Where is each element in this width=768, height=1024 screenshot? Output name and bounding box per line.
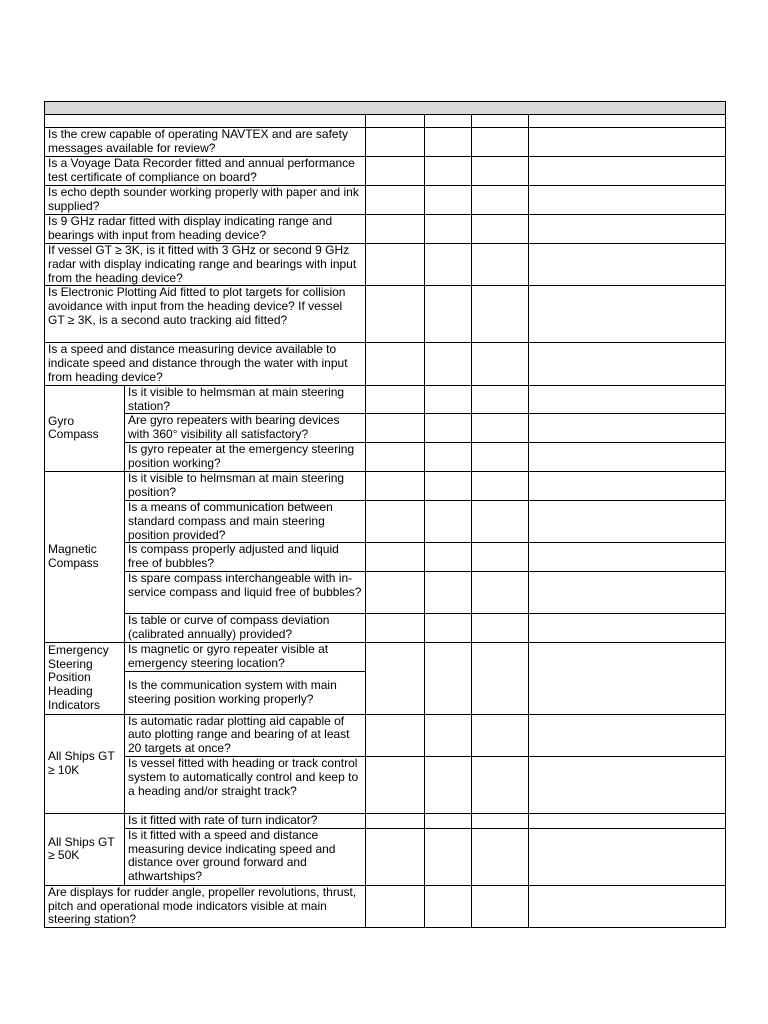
- answer-cell[interactable]: [425, 500, 472, 542]
- table-row: [45, 157, 726, 186]
- answer-cell[interactable]: [366, 543, 425, 572]
- answer-cell[interactable]: [366, 343, 425, 385]
- remarks-cell[interactable]: [529, 471, 726, 500]
- answer-cell[interactable]: [366, 500, 425, 542]
- header-cell-question: [45, 115, 366, 128]
- answer-cell[interactable]: [472, 215, 529, 244]
- answer-cell[interactable]: [425, 443, 472, 472]
- answer-cell[interactable]: [425, 885, 472, 927]
- remarks-cell[interactable]: [529, 244, 726, 286]
- table-row: [45, 128, 726, 157]
- answer-cell[interactable]: [472, 813, 529, 828]
- question-cell: Is gyro repeater at the emergency steering position working?: [125, 443, 366, 472]
- question-cell: Are displays for rudder angle, propeller revolutions, thrust, pitch and operational mode indicators visible at main steering station?: [45, 885, 366, 927]
- answer-cell[interactable]: [366, 714, 425, 756]
- answer-cell[interactable]: [472, 343, 529, 385]
- remarks-cell[interactable]: [529, 756, 726, 813]
- answer-cell[interactable]: [366, 157, 425, 186]
- answer-cell[interactable]: [472, 500, 529, 542]
- remarks-cell[interactable]: [529, 343, 726, 385]
- bridge-equipment-checklist-table: [44, 101, 726, 928]
- answer-cell[interactable]: [425, 343, 472, 385]
- remarks-cell[interactable]: [529, 157, 726, 186]
- answer-cell[interactable]: [425, 642, 472, 714]
- remarks-cell[interactable]: [529, 128, 726, 157]
- table-row: [45, 714, 726, 756]
- table-row: [45, 756, 726, 813]
- question-cell: Is magnetic or gyro repeater visible at emergency steering location?: [125, 642, 366, 671]
- table-title-row: [45, 102, 726, 115]
- answer-cell[interactable]: [472, 244, 529, 286]
- table-row: [45, 813, 726, 828]
- answer-cell[interactable]: [366, 471, 425, 500]
- answer-cell[interactable]: [366, 244, 425, 286]
- answer-cell[interactable]: [472, 157, 529, 186]
- answer-cell[interactable]: [366, 128, 425, 157]
- answer-cell[interactable]: [472, 471, 529, 500]
- remarks-cell[interactable]: [529, 642, 726, 714]
- header-cell-3: [472, 115, 529, 128]
- answer-cell[interactable]: [472, 613, 529, 642]
- answer-cell[interactable]: [472, 286, 529, 343]
- remarks-cell[interactable]: [529, 414, 726, 443]
- table-row: [45, 414, 726, 443]
- answer-cell[interactable]: [472, 385, 529, 414]
- answer-cell[interactable]: [366, 414, 425, 443]
- remarks-cell[interactable]: [529, 286, 726, 343]
- answer-cell[interactable]: [366, 613, 425, 642]
- answer-cell[interactable]: [472, 756, 529, 813]
- remarks-cell[interactable]: [529, 500, 726, 542]
- answer-cell[interactable]: [425, 613, 472, 642]
- remarks-cell[interactable]: [529, 828, 726, 885]
- table-row: [45, 286, 726, 343]
- table-header-row: [45, 115, 726, 128]
- header-cell-1: [366, 115, 425, 128]
- table-row: [45, 443, 726, 472]
- answer-cell[interactable]: [366, 443, 425, 472]
- category-all-ships-10k: All Ships GT ≥ 10K: [45, 714, 125, 813]
- category-gyro-compass: Gyro Compass: [45, 385, 125, 471]
- question-cell: Is 9 GHz radar fitted with display indicating range and bearings with input from heading device?: [45, 215, 366, 244]
- table-row: [45, 500, 726, 542]
- remarks-cell[interactable]: [529, 714, 726, 756]
- category-emergency-steering: Emergency Steering Position Heading Indicators: [45, 642, 125, 714]
- question-cell: Is it fitted with a speed and distance measuring device indicating speed and distance over ground forward and athwartships?: [125, 828, 366, 885]
- table-row: [45, 215, 726, 244]
- answer-cell[interactable]: [425, 157, 472, 186]
- answer-cell[interactable]: [472, 571, 529, 613]
- table-row: [45, 543, 726, 572]
- question-cell: Is echo depth sounder working properly with paper and ink supplied?: [45, 186, 366, 215]
- answer-cell[interactable]: [425, 471, 472, 500]
- answer-cell[interactable]: [366, 828, 425, 885]
- answer-cell[interactable]: [366, 756, 425, 813]
- answer-cell[interactable]: [425, 286, 472, 343]
- answer-cell[interactable]: [366, 286, 425, 343]
- category-all-ships-50k: All Ships GT ≥ 50K: [45, 813, 125, 885]
- question-cell: If vessel GT ≥ 3K, is it fitted with 3 GHz or second 9 GHz radar with display indicating range and bearings with input from the heading device?: [45, 244, 366, 286]
- category-magnetic-compass: Magnetic Compass: [45, 471, 125, 642]
- question-cell: Is a speed and distance measuring device available to indicate speed and distance through the water with input from heading device?: [45, 343, 366, 385]
- answer-cell[interactable]: [472, 414, 529, 443]
- table-row: [45, 613, 726, 642]
- remarks-cell[interactable]: [529, 813, 726, 828]
- table-row: [45, 642, 726, 671]
- table-row: [45, 471, 726, 500]
- table-row: [45, 385, 726, 414]
- remarks-cell[interactable]: [529, 385, 726, 414]
- question-cell: Is it fitted with rate of turn indicator?: [125, 813, 366, 828]
- question-cell: Are gyro repeaters with bearing devices with 360° visibility all satisfactory?: [125, 414, 366, 443]
- question-cell: Is it visible to helmsman at main steering station?: [125, 385, 366, 414]
- question-cell: Is Electronic Plotting Aid fitted to plot targets for collision avoidance with input from the heading device? If vessel GT ≥ 3K, is a second auto tracking aid fitted?: [45, 286, 366, 343]
- question-cell: Is it visible to helmsman at main steering position?: [125, 471, 366, 500]
- answer-cell[interactable]: [425, 385, 472, 414]
- question-cell: Is the crew capable of operating NAVTEX and are safety messages available for review?: [45, 128, 366, 157]
- answer-cell[interactable]: [472, 543, 529, 572]
- answer-cell[interactable]: [472, 642, 529, 714]
- question-cell: Is a Voyage Data Recorder fitted and annual performance test certificate of compliance on board?: [45, 157, 366, 186]
- question-cell: Is a means of communication between standard compass and main steering position provided?: [125, 500, 366, 542]
- table-row: [45, 828, 726, 885]
- table-row: [45, 885, 726, 927]
- answer-cell[interactable]: [472, 714, 529, 756]
- table-row: [45, 571, 726, 613]
- question-cell: Is compass properly adjusted and liquid free of bubbles?: [125, 543, 366, 572]
- answer-cell[interactable]: [425, 215, 472, 244]
- remarks-cell[interactable]: [529, 215, 726, 244]
- answer-cell[interactable]: [472, 885, 529, 927]
- answer-cell[interactable]: [425, 756, 472, 813]
- answer-cell[interactable]: [425, 571, 472, 613]
- remarks-cell[interactable]: [529, 885, 726, 927]
- answer-cell[interactable]: [472, 128, 529, 157]
- answer-cell[interactable]: [425, 244, 472, 286]
- table-row: [45, 244, 726, 286]
- remarks-cell[interactable]: [529, 443, 726, 472]
- answer-cell[interactable]: [425, 186, 472, 215]
- answer-cell[interactable]: [366, 813, 425, 828]
- question-cell: Is the communication system with main steering position working properly?: [125, 671, 366, 714]
- remarks-cell[interactable]: [529, 613, 726, 642]
- answer-cell[interactable]: [366, 215, 425, 244]
- answer-cell[interactable]: [366, 642, 425, 714]
- title-bar: [45, 102, 726, 115]
- answer-cell[interactable]: [472, 186, 529, 215]
- answer-cell[interactable]: [425, 128, 472, 157]
- table-row: [45, 186, 726, 215]
- answer-cell[interactable]: [366, 885, 425, 927]
- question-cell: Is table or curve of compass deviation (calibrated annually) provided?: [125, 613, 366, 642]
- answer-cell[interactable]: [366, 186, 425, 215]
- answer-cell[interactable]: [425, 543, 472, 572]
- answer-cell[interactable]: [366, 571, 425, 613]
- table-row: [45, 343, 726, 385]
- answer-cell[interactable]: [425, 828, 472, 885]
- remarks-cell[interactable]: [529, 186, 726, 215]
- question-cell: Is vessel fitted with heading or track control system to automatically control and keep to a heading and/or straight track?: [125, 756, 366, 813]
- answer-cell[interactable]: [472, 443, 529, 472]
- remarks-cell[interactable]: [529, 543, 726, 572]
- answer-cell[interactable]: [366, 385, 425, 414]
- answer-cell[interactable]: [425, 414, 472, 443]
- remarks-cell[interactable]: [529, 571, 726, 613]
- answer-cell[interactable]: [425, 714, 472, 756]
- header-cell-2: [425, 115, 472, 128]
- question-cell: Is spare compass interchangeable with in-service compass and liquid free of bubbles?: [125, 571, 366, 613]
- header-cell-remarks: [529, 115, 726, 128]
- question-cell: Is automatic radar plotting aid capable of auto plotting range and bearing of at least 20 targets at once?: [125, 714, 366, 756]
- answer-cell[interactable]: [425, 813, 472, 828]
- answer-cell[interactable]: [472, 828, 529, 885]
